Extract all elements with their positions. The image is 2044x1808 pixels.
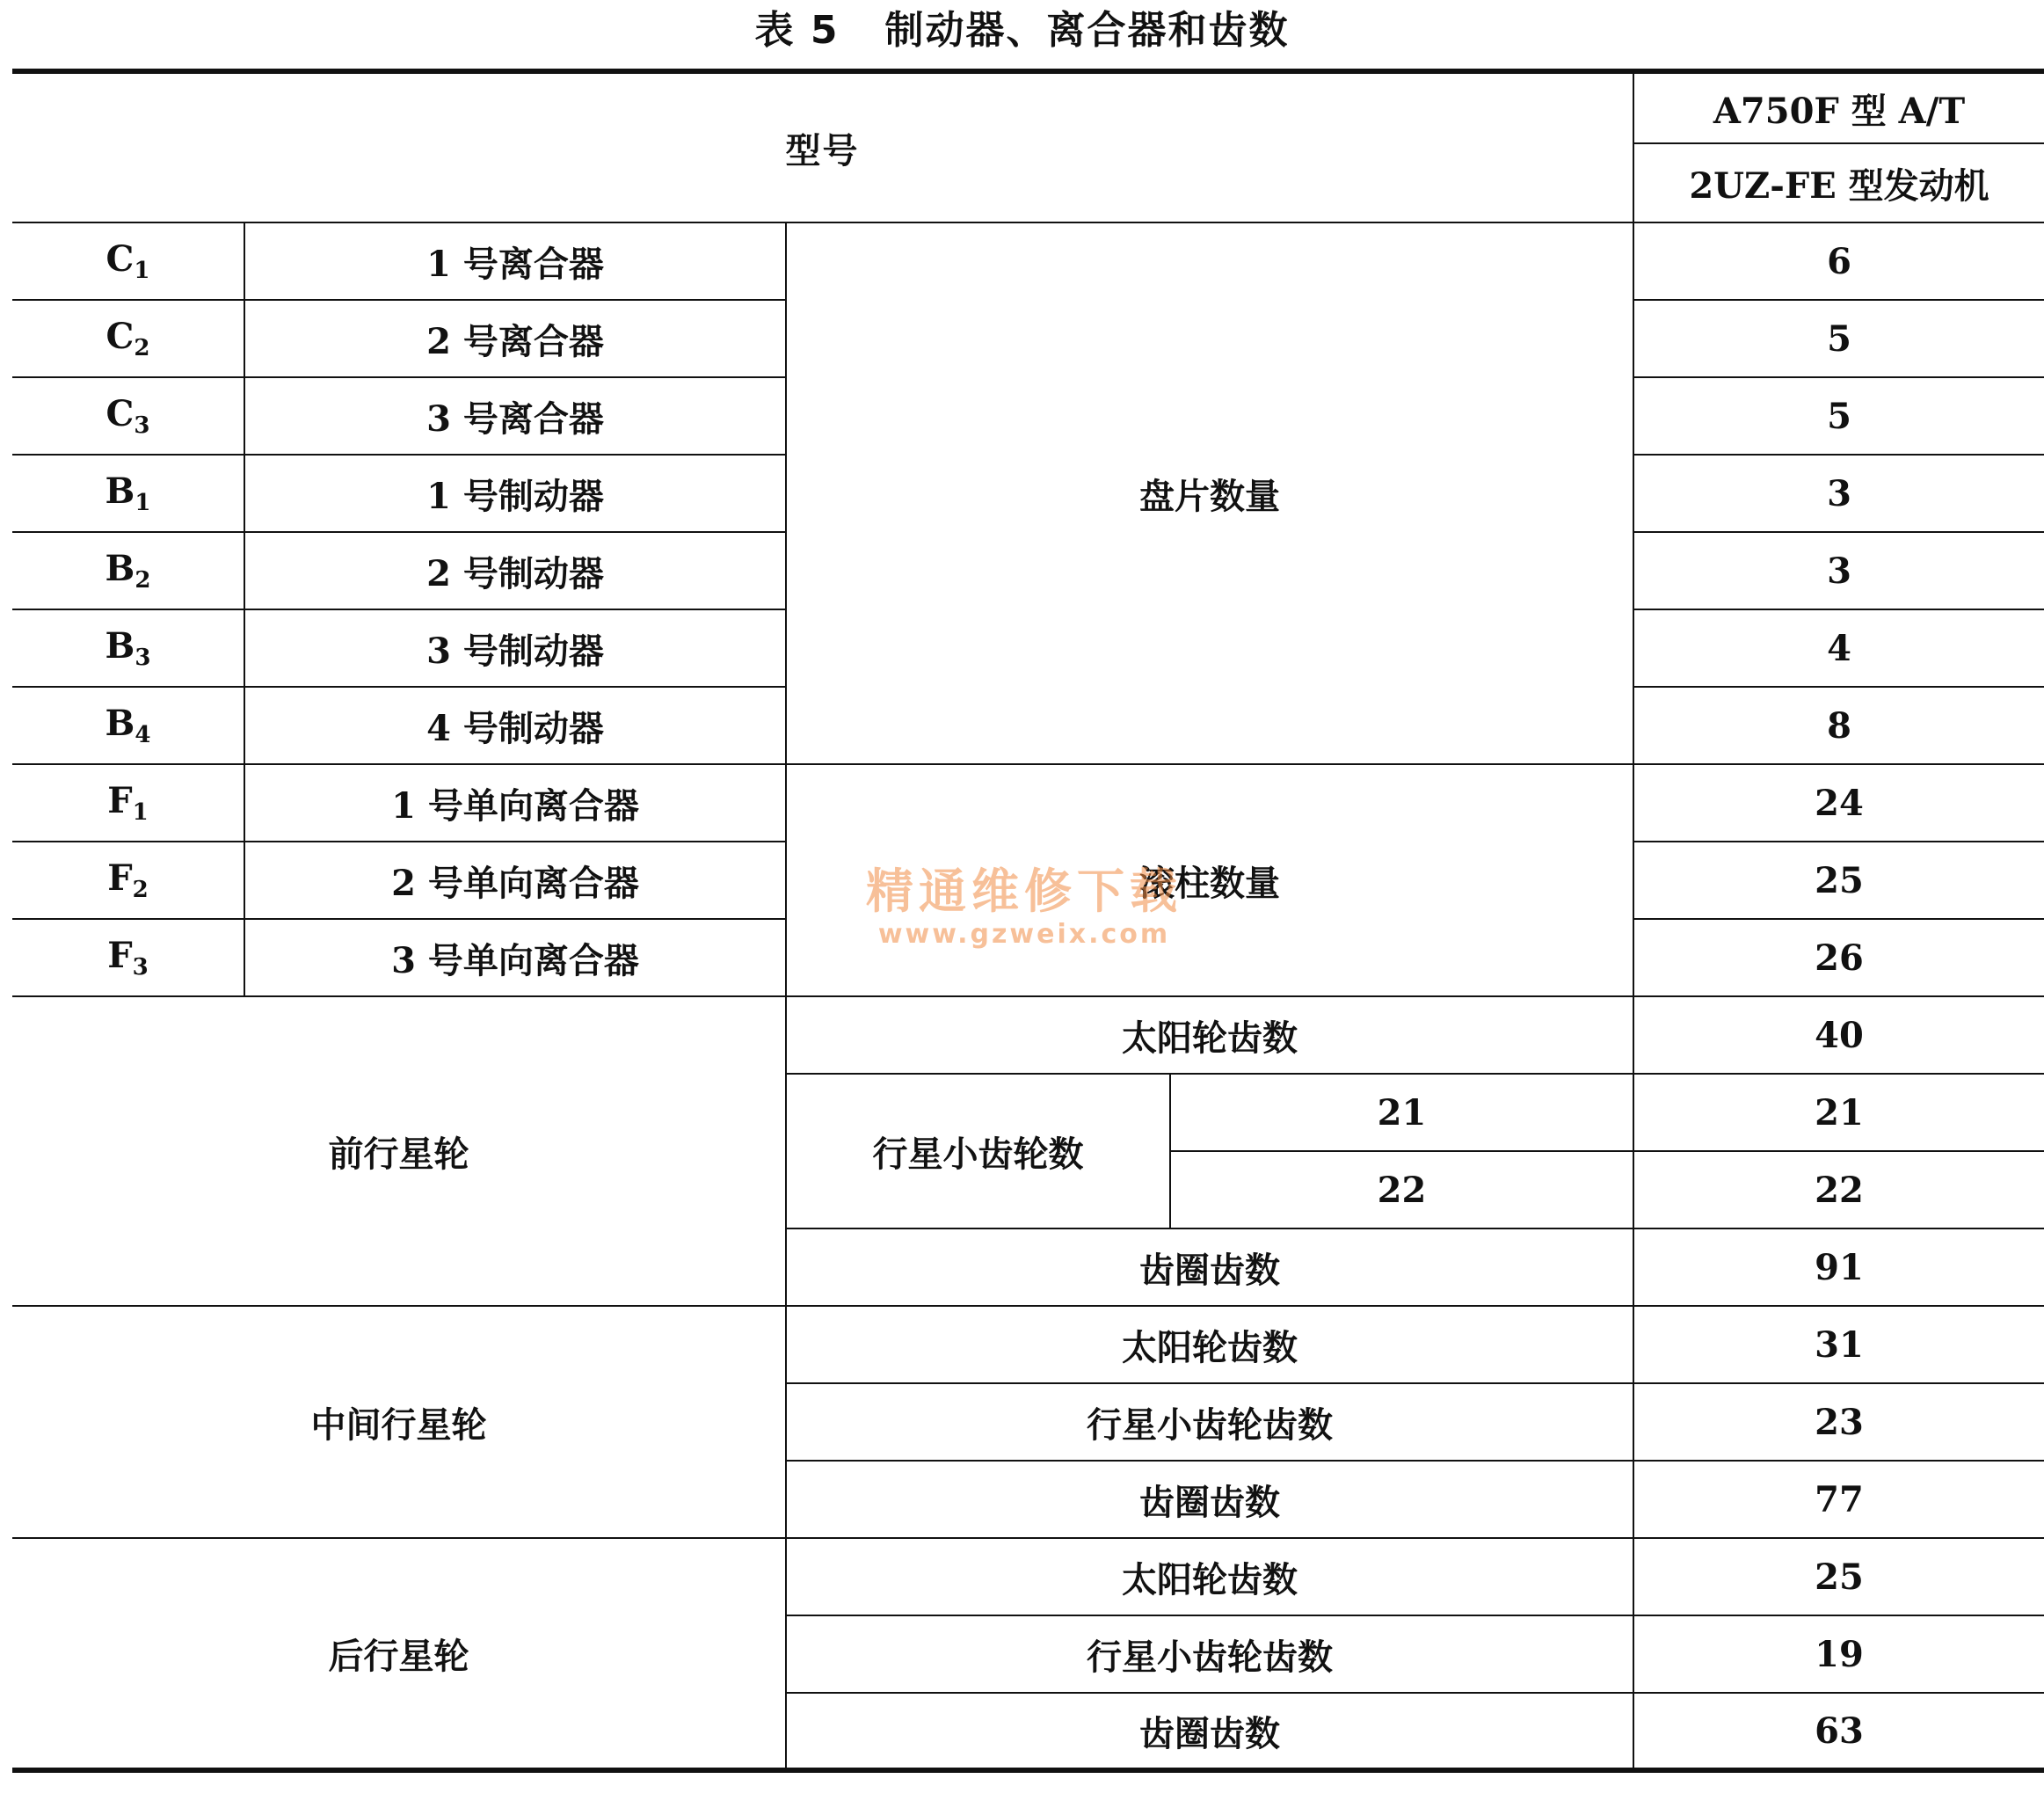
table-number: 表 5 <box>754 8 840 53</box>
front-pinion-b: 22 <box>1170 1151 1633 1228</box>
front-pinion-b-value: 22 <box>1633 1151 2044 1228</box>
spec-table <box>12 69 2044 1773</box>
front-pinion-label: 行星小齿轮数 <box>786 1074 1170 1228</box>
component-value: 4 <box>1633 609 2044 687</box>
component-name: 3 号制动器 <box>244 609 786 687</box>
model-header <box>12 71 1633 222</box>
table-row <box>12 764 2044 842</box>
table-caption: 制动器、离合器和齿数 <box>884 8 1290 53</box>
table-row <box>12 222 2044 300</box>
component-code: $F_3$ <box>12 919 244 996</box>
model-header-label: 型号 <box>785 129 860 171</box>
component-name: 1 号离合器 <box>244 222 786 300</box>
rear-sun-label: 太阳轮齿数 <box>786 1538 1633 1615</box>
front-ring-value: 91 <box>1633 1228 2044 1306</box>
component-code: $B_3$ <box>12 609 244 687</box>
component-name: 1 号单向离合器 <box>244 764 786 842</box>
component-code: $C_2$ <box>12 300 244 377</box>
rear-sun-value: 25 <box>1633 1538 2044 1615</box>
watermark-url: www.gzweix.com <box>877 919 1171 950</box>
table-row <box>12 1538 2044 1615</box>
component-value: 24 <box>1633 764 2044 842</box>
rear-pinion-value: 19 <box>1633 1615 2044 1693</box>
rear-ring-label: 齿圈齿数 <box>786 1693 1633 1770</box>
component-value: 8 <box>1633 687 2044 764</box>
middle-ring-label: 齿圈齿数 <box>786 1461 1633 1538</box>
transmission-header: A750F 型 A/T <box>1633 71 2044 143</box>
component-code: $B_4$ <box>12 687 244 764</box>
component-name: 3 号离合器 <box>244 377 786 455</box>
component-code: $F_1$ <box>12 764 244 842</box>
engine-header: 2UZ-FE 型发动机 <box>1633 143 2044 222</box>
roller-count-label: 滚柱数量 <box>786 764 1633 996</box>
component-code: $C_1$ <box>12 222 244 300</box>
table-title <box>0 2 2044 60</box>
component-name: 2 号制动器 <box>244 532 786 609</box>
front-planetary-label: 前行星轮 <box>12 996 786 1306</box>
watermark-text: 精通维修下载 <box>866 864 1182 919</box>
front-pinion-a-value: 21 <box>1633 1074 2044 1151</box>
front-ring-label: 齿圈齿数 <box>786 1228 1633 1306</box>
middle-sun-label: 太阳轮齿数 <box>786 1306 1633 1383</box>
component-code: $B_1$ <box>12 455 244 532</box>
front-sun-value: 40 <box>1633 996 2044 1074</box>
rear-ring-value: 63 <box>1633 1693 2044 1770</box>
table-row <box>12 1306 2044 1383</box>
component-name: 2 号离合器 <box>244 300 786 377</box>
middle-pinion-label: 行星小齿轮齿数 <box>786 1383 1633 1461</box>
component-name: 1 号制动器 <box>244 455 786 532</box>
front-pinion-a: 21 <box>1170 1074 1633 1151</box>
component-code: $B_2$ <box>12 532 244 609</box>
middle-sun-value: 31 <box>1633 1306 2044 1383</box>
rear-planetary-label: 后行星轮 <box>12 1538 786 1770</box>
component-value: 5 <box>1633 377 2044 455</box>
component-code: $C_3$ <box>12 377 244 455</box>
component-value: 25 <box>1633 842 2044 919</box>
component-value: 6 <box>1633 222 2044 300</box>
component-name: 4 号制动器 <box>244 687 786 764</box>
front-sun-label: 太阳轮齿数 <box>786 996 1633 1074</box>
component-value: 3 <box>1633 455 2044 532</box>
component-value: 5 <box>1633 300 2044 377</box>
component-value: 26 <box>1633 919 2044 996</box>
middle-planetary-label: 中间行星轮 <box>12 1306 786 1538</box>
component-value: 3 <box>1633 532 2044 609</box>
middle-ring-value: 77 <box>1633 1461 2044 1538</box>
middle-pinion-value: 23 <box>1633 1383 2044 1461</box>
disc-count-label: 盘片数量 <box>786 222 1633 764</box>
component-name: 2 号单向离合器 <box>244 842 786 919</box>
rear-pinion-label: 行星小齿轮齿数 <box>786 1615 1633 1693</box>
component-code: $F_2$ <box>12 842 244 919</box>
table-row <box>12 996 2044 1074</box>
component-name: 3 号单向离合器 <box>244 919 786 996</box>
